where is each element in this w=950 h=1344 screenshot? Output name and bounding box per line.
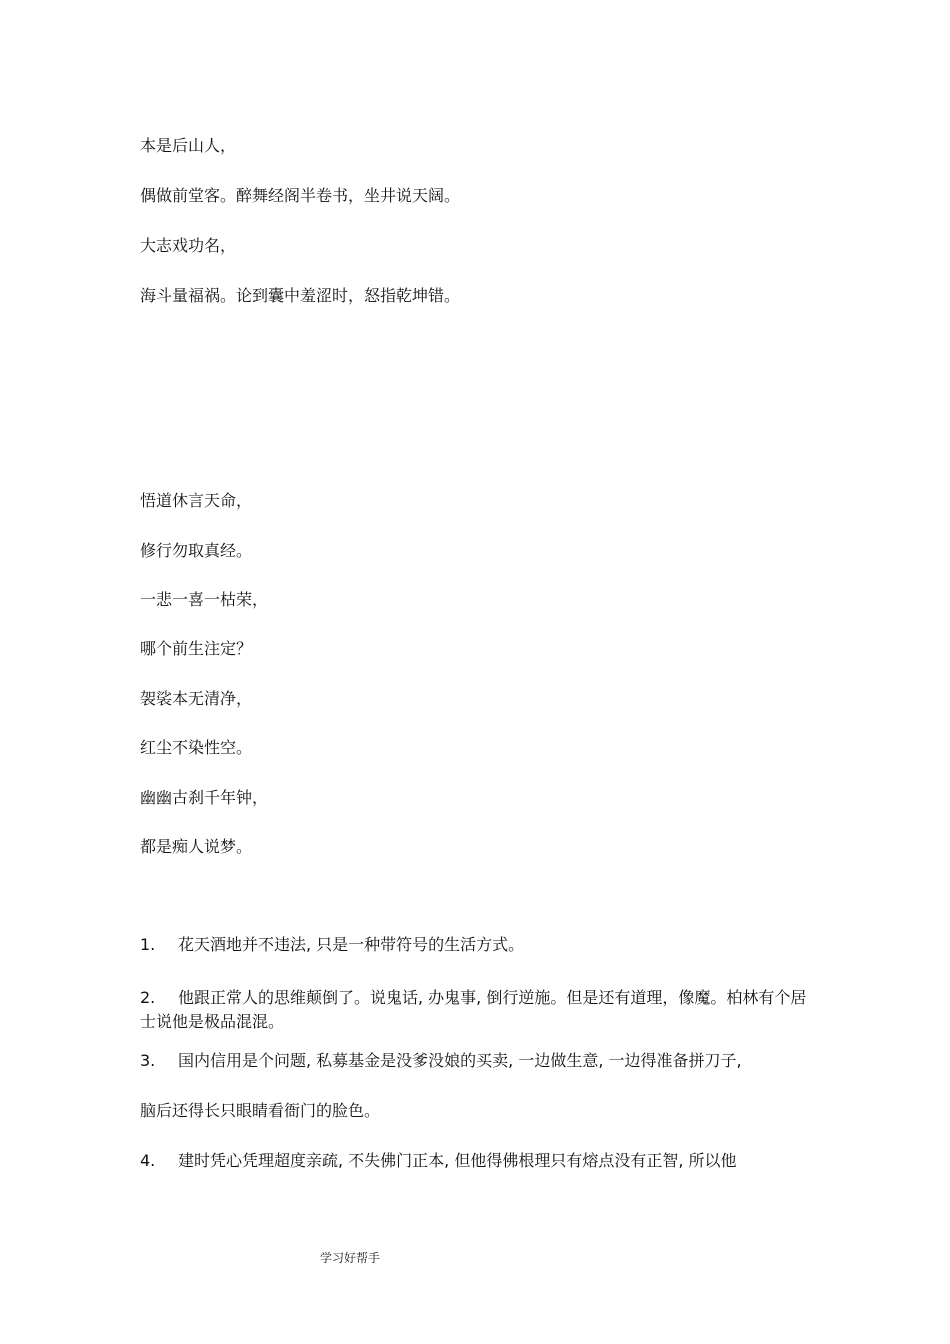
- list-item-number: 3.: [140, 1051, 156, 1070]
- page-footer: 学习好帮手: [320, 1251, 381, 1265]
- list-item: [140, 986, 820, 1034]
- list-item-text: 脑后还得长只眼睛看衙门的脸色。: [140, 1101, 381, 1120]
- list-item-text: 花天酒地并不违法, 只是一种带符号的生活方式。: [178, 935, 525, 954]
- list-item-text: 国内信用是个问题, 私募基金是没爹没娘的买卖, 一边做生意, 一边得准备拼刀子,: [178, 1051, 742, 1070]
- list-item-text: 他跟正常人的思维颠倒了。说鬼话, 办鬼事, 倒行逆施。但是还有道理，像魔。柏林有个居士说他是极品混混。: [140, 988, 807, 1031]
- list-item: [140, 933, 820, 957]
- poem2-line-3: 一悲一喜一枯荣，: [140, 590, 269, 609]
- list-item-continuation: [140, 1099, 820, 1123]
- poem1-line-1: 本是后山人，: [140, 136, 237, 155]
- poem2-line-2: 修行勿取真经。: [140, 541, 253, 560]
- list-item-number: 2.: [140, 988, 156, 1007]
- list-item: [140, 1049, 820, 1073]
- poem2-line-6: 红尘不染性空。: [140, 738, 253, 757]
- poem2-line-5: 袈裟本无清净，: [140, 689, 253, 708]
- list-item-number: 4.: [140, 1151, 156, 1170]
- poem2-line-1: 悟道休言天命，: [140, 491, 253, 510]
- poem2-line-4: 哪个前生注定？: [140, 639, 253, 658]
- list-item-number: 1.: [140, 935, 156, 954]
- poem2-line-8: 都是痴人说梦。: [140, 837, 253, 856]
- list-item: [140, 1149, 820, 1173]
- poem1-line-3: 大志戏功名，: [140, 236, 237, 255]
- poem1-line-2: 偶做前堂客。醉舞经阁半卷书，坐井说天阔。: [140, 186, 461, 205]
- poem2-line-7: 幽幽古刹千年钟，: [140, 788, 269, 807]
- list-item-text: 建时凭心凭理超度亲疏, 不失佛门正本, 但他得佛根理只有熔点没有正智, 所以他: [178, 1151, 737, 1170]
- poem1-line-4: 海斗量福祸。论到囊中羞涩时，怒指乾坤错。: [140, 286, 461, 305]
